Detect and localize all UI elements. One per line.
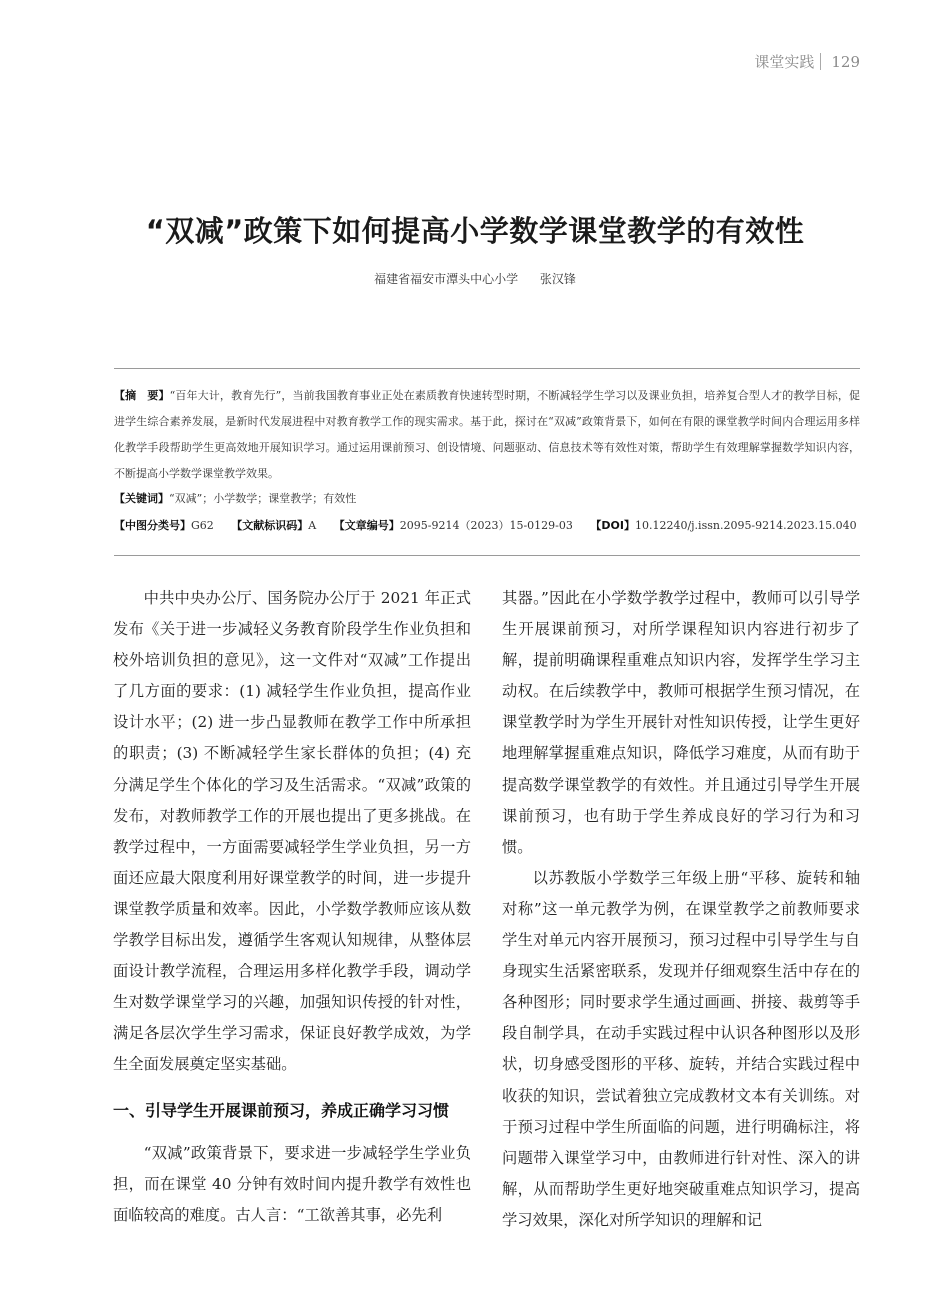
clc-label: 【中图分类号】 (114, 519, 191, 532)
bottom-divider (114, 555, 860, 556)
article-no-value: 2095-9214（2023）15-0129-03 (399, 519, 573, 532)
body-paragraph: “双减”政策背景下，要求进一步减轻学生学业负担，而在课堂 40 分钟有效时间内提升教学有效性也面临较高的难度。古人言：“工欲善其事，必先利 (113, 1143, 471, 1224)
author-affiliation: 福建省福安市潭头中心小学 (374, 272, 519, 286)
section-name: 课堂实践 (754, 53, 815, 71)
left-column (113, 583, 471, 1231)
doi-value: 10.12240/j.issn.2095-9214.2023.15.040 (634, 519, 857, 532)
body-paragraph: 中共中央办公厅、国务院办公厅于 2021 年正式发布《关于进一步减轻义务教育阶段学生作业负担和校外培训负担的意见》，这一文件对“双减”工作提出了几方面的要求：(1) 减轻学生作业负担，提高作业设计水平；(2) 进一步凸显教师在教学工作中所承担的职责；(3) 不断减轻学生家长群体的负担；(4) 充分满足学生个体化的学习及生活需求。“双减”政策的发布，对教师教学工作的开展也提出了更多挑战。在教学过程中，一方面需要减轻学生学业负担，另一方面还应最大限度利用好课堂教学的时间，进一步提升课堂教学质量和效率。因此，小学数学教师应该从数学教学目标出发，遵循学生客观认知规律，从整体层面设计教学流程，合理运用多样化教学手段，调动学生对数学课堂学习的兴趣，加强知识传授的针对性，满足各层次学生学习需求，保证良好教学成效，为学生全面发展奠定坚实基础。 (113, 589, 471, 1074)
doc-code-label: 【文献标识码】 (231, 519, 309, 532)
section-heading: 一、引导学生开展课前预习，养成正确学习习惯 (113, 1100, 450, 1120)
abstract (114, 383, 860, 487)
keywords (114, 489, 860, 509)
top-divider (114, 368, 860, 369)
article-no-label: 【文章编号】 (333, 519, 400, 532)
keywords-label: 【关键词】 (114, 492, 169, 505)
page-number: 129 (831, 52, 860, 71)
running-head (754, 51, 860, 72)
doc-code-value: A (308, 519, 317, 532)
doi-label: 【DOI】 (590, 519, 635, 532)
author-line (0, 270, 950, 287)
clc-value: G62 (191, 519, 214, 532)
abstract-label: 【摘 要】 (114, 389, 170, 402)
keywords-text: “双减”；小学数学；课堂教学；有效性 (169, 492, 357, 505)
body-paragraph: 其器。”因此在小学数学教学过程中，教师可以引导学生开展课前预习，对所学课程知识内容进行初步了解，提前明确课程重难点知识内容，发挥学生学习主动权。在后续教学中，教师可根据学生预习情况，在课堂教学时为学生开展针对性知识传授，让学生更好地理解掌握重难点知识，降低学习难度，从而有助于提高数学课堂教学的有效性。并且通过引导学生开展课前预习，也有助于学生养成良好的学习行为和习惯。 (502, 589, 860, 856)
author-name: 张汉锋 (539, 272, 576, 286)
right-column (502, 583, 860, 1236)
article-title: “双减”政策下如何提高小学数学课堂教学的有效性 (145, 214, 805, 248)
abstract-text: “百年大计，教育先行”，当前我国教育事业正处在素质教育快速转型时期，不断减轻学生学习以及课业负担，培养复合型人才的教学目标，促进学生综合素养发展，是新时代发展进程中对教育教学工作的现实需求。基于此，探讨在“双减”政策背景下，如何在有限的课堂教学时间内合理运用多样化教学手段帮助学生更高效地开展知识学习。通过运用课前预习、创设情境、问题驱动、信息技术等有效性对策，帮助学生有效理解掌握数学知识内容，不断提高小学数学课堂教学效果。 (114, 389, 860, 480)
body-paragraph: 以苏教版小学数学三年级上册“平移、旋转和轴对称”这一单元教学为例，在课堂教学之前教师要求学生对单元内容开展预习，预习过程中引导学生与自身现实生活紧密联系，发现并仔细观察生活中存在的各种图形；同时要求学生通过画画、拼接、裁剪等手段自制学具，在动手实践过程中认识各种图形以及形状，切身感受图形的平移、旋转，并结合实践过程中收获的知识，尝试着独立完成教材文本有关训练。对于预习过程中学生所面临的问题，进行明确标注，将问题带入课堂学习中，由教师进行针对性、深入的讲解，从而帮助学生更好地突破重难点知识学习，提高学习效果，深化对所学知识的理解和记 (502, 868, 860, 1229)
classification-line (114, 516, 874, 536)
header-divider (820, 53, 821, 70)
